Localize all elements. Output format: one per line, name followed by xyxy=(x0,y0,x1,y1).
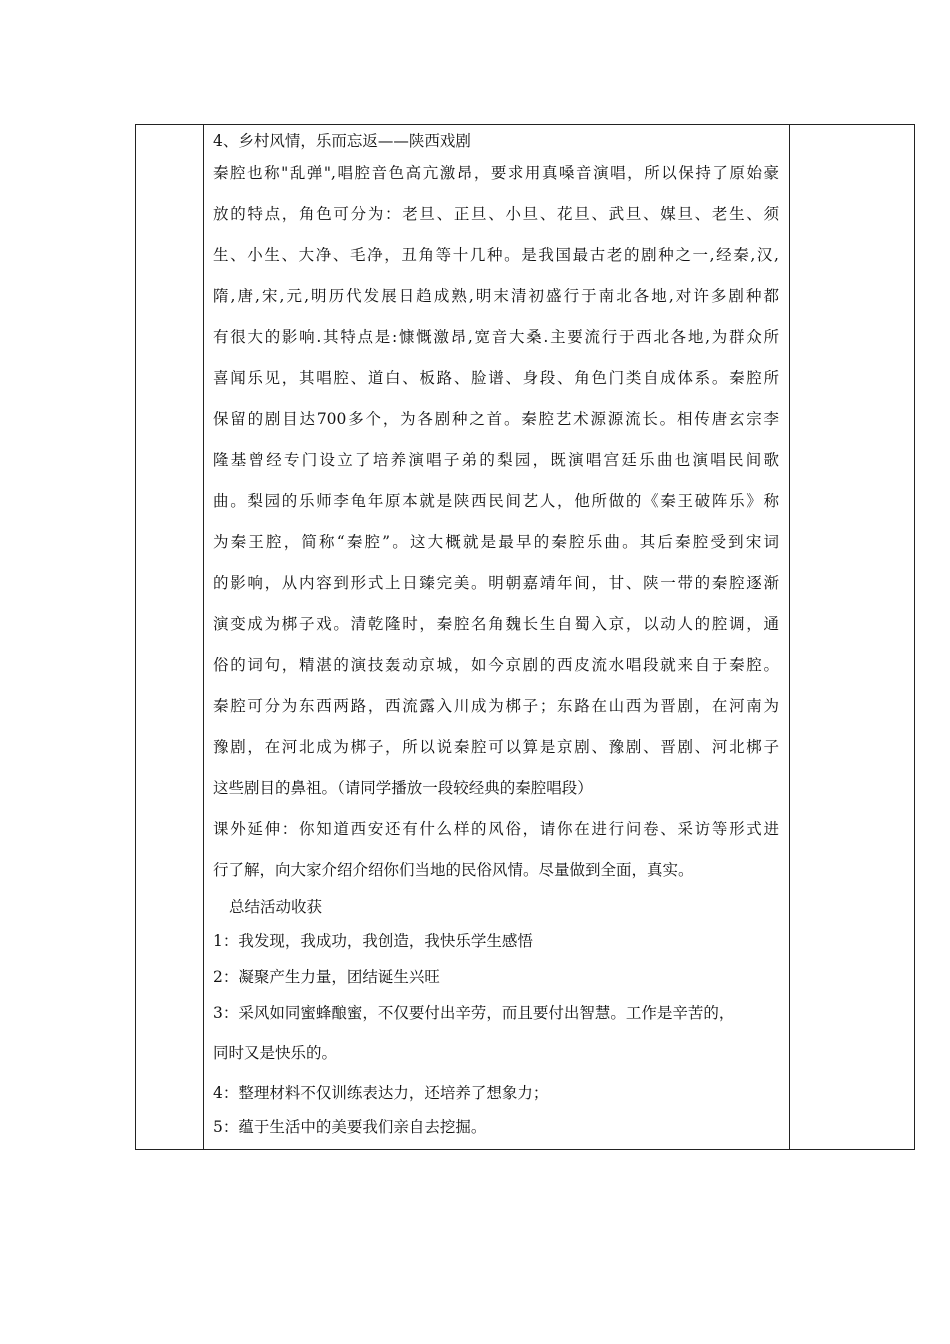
paragraph-line: 秦腔也称"乱弹",唱腔音色高亢激昂，要求用真嗓音演唱，所以保持了原始豪 xyxy=(213,164,779,182)
paragraph-line: 秦腔可分为东西两路，西流露入川成为梆子；东路在山西为晋剧，在河南为 xyxy=(213,697,779,715)
column-divider-left xyxy=(203,125,204,1149)
paragraph-line: 豫剧，在河北成为梆子，所以说秦腔可以算是京剧、豫剧、晋剧、河北梆子 xyxy=(213,738,779,756)
paragraph-line: 的影响，从内容到形式上日臻完美。明朝嘉靖年间，甘、陕一带的秦腔逐渐 xyxy=(213,574,779,592)
paragraph-line: 俗的词句，精湛的演技轰动京城，如今京剧的西皮流水唱段就来自于秦腔。 xyxy=(213,656,779,674)
paragraph-line: 保留的剧目达700多个，为各剧种之首。秦腔艺术源源流长。相传唐玄宗李 xyxy=(213,410,779,428)
paragraph-line: 生、小生、大净、毛净，丑角等十几种。是我国最古老的剧种之一,经秦,汉, xyxy=(213,246,779,264)
paragraph-line: 行了解，向大家介绍介绍你们当地的民俗风情。尽量做到全面，真实。 xyxy=(213,861,694,879)
summary-item: 3：采风如同蜜蜂酿蜜，不仅要付出辛劳，而且要付出智慧。工作是辛苦的， xyxy=(213,1004,735,1022)
paragraph-line: 有很大的影响.其特点是:慷慨激昂,宽音大桑.主要流行于西北各地,为群众所 xyxy=(213,328,779,346)
paragraph-line: 隋,唐,宋,元,明历代发展日趋成熟,明末清初盛行于南北各地,对许多剧种都 xyxy=(213,287,779,305)
lesson-table xyxy=(135,124,915,1150)
paragraph-line: 放的特点，角色可分为：老旦、正旦、小旦、花旦、武旦、媒旦、老生、须 xyxy=(213,205,779,223)
summary-item: 4：整理材料不仅训练表达力，还培养了想象力； xyxy=(213,1084,549,1102)
paragraph-line: 隆基曾经专门设立了培养演唱子弟的梨园，既演唱宫廷乐曲也演唱民间歌 xyxy=(213,451,779,469)
summary-item: 1：我发现，我成功，我创造，我快乐学生感悟 xyxy=(213,932,533,950)
summary-title: 总结活动收获 xyxy=(229,898,323,916)
paragraph-line: 曲。梨园的乐师李龟年原本就是陕西民间艺人，他所做的《秦王破阵乐》称 xyxy=(213,492,779,510)
section-heading: 4、乡村风情，乐而忘返——陕西戏剧 xyxy=(213,132,471,150)
paragraph-line: 喜闻乐见，其唱腔、道白、板路、脸谱、身段、角色门类自成体系。秦腔所 xyxy=(213,369,779,387)
summary-item: 5：蕴于生活中的美要我们亲自去挖掘。 xyxy=(213,1118,487,1136)
column-divider-right xyxy=(789,125,790,1149)
summary-item: 2：凝聚产生力量，团结诞生兴旺 xyxy=(213,968,440,986)
paragraph-line: 为秦王腔，简称“秦腔”。这大概就是最早的秦腔乐曲。其后秦腔受到宋词 xyxy=(213,533,779,551)
paragraph-line: 这些剧目的鼻祖。（请同学播放一段较经典的秦腔唱段） xyxy=(213,779,593,797)
paragraph-line: 课外延伸：你知道西安还有什么样的风俗，请你在进行问卷、采访等形式进 xyxy=(213,820,779,838)
paragraph-line: 演变成为梆子戏。清乾隆时，秦腔名角魏长生自蜀入京，以动人的腔调，通 xyxy=(213,615,779,633)
summary-item: 同时又是快乐的。 xyxy=(213,1044,338,1062)
